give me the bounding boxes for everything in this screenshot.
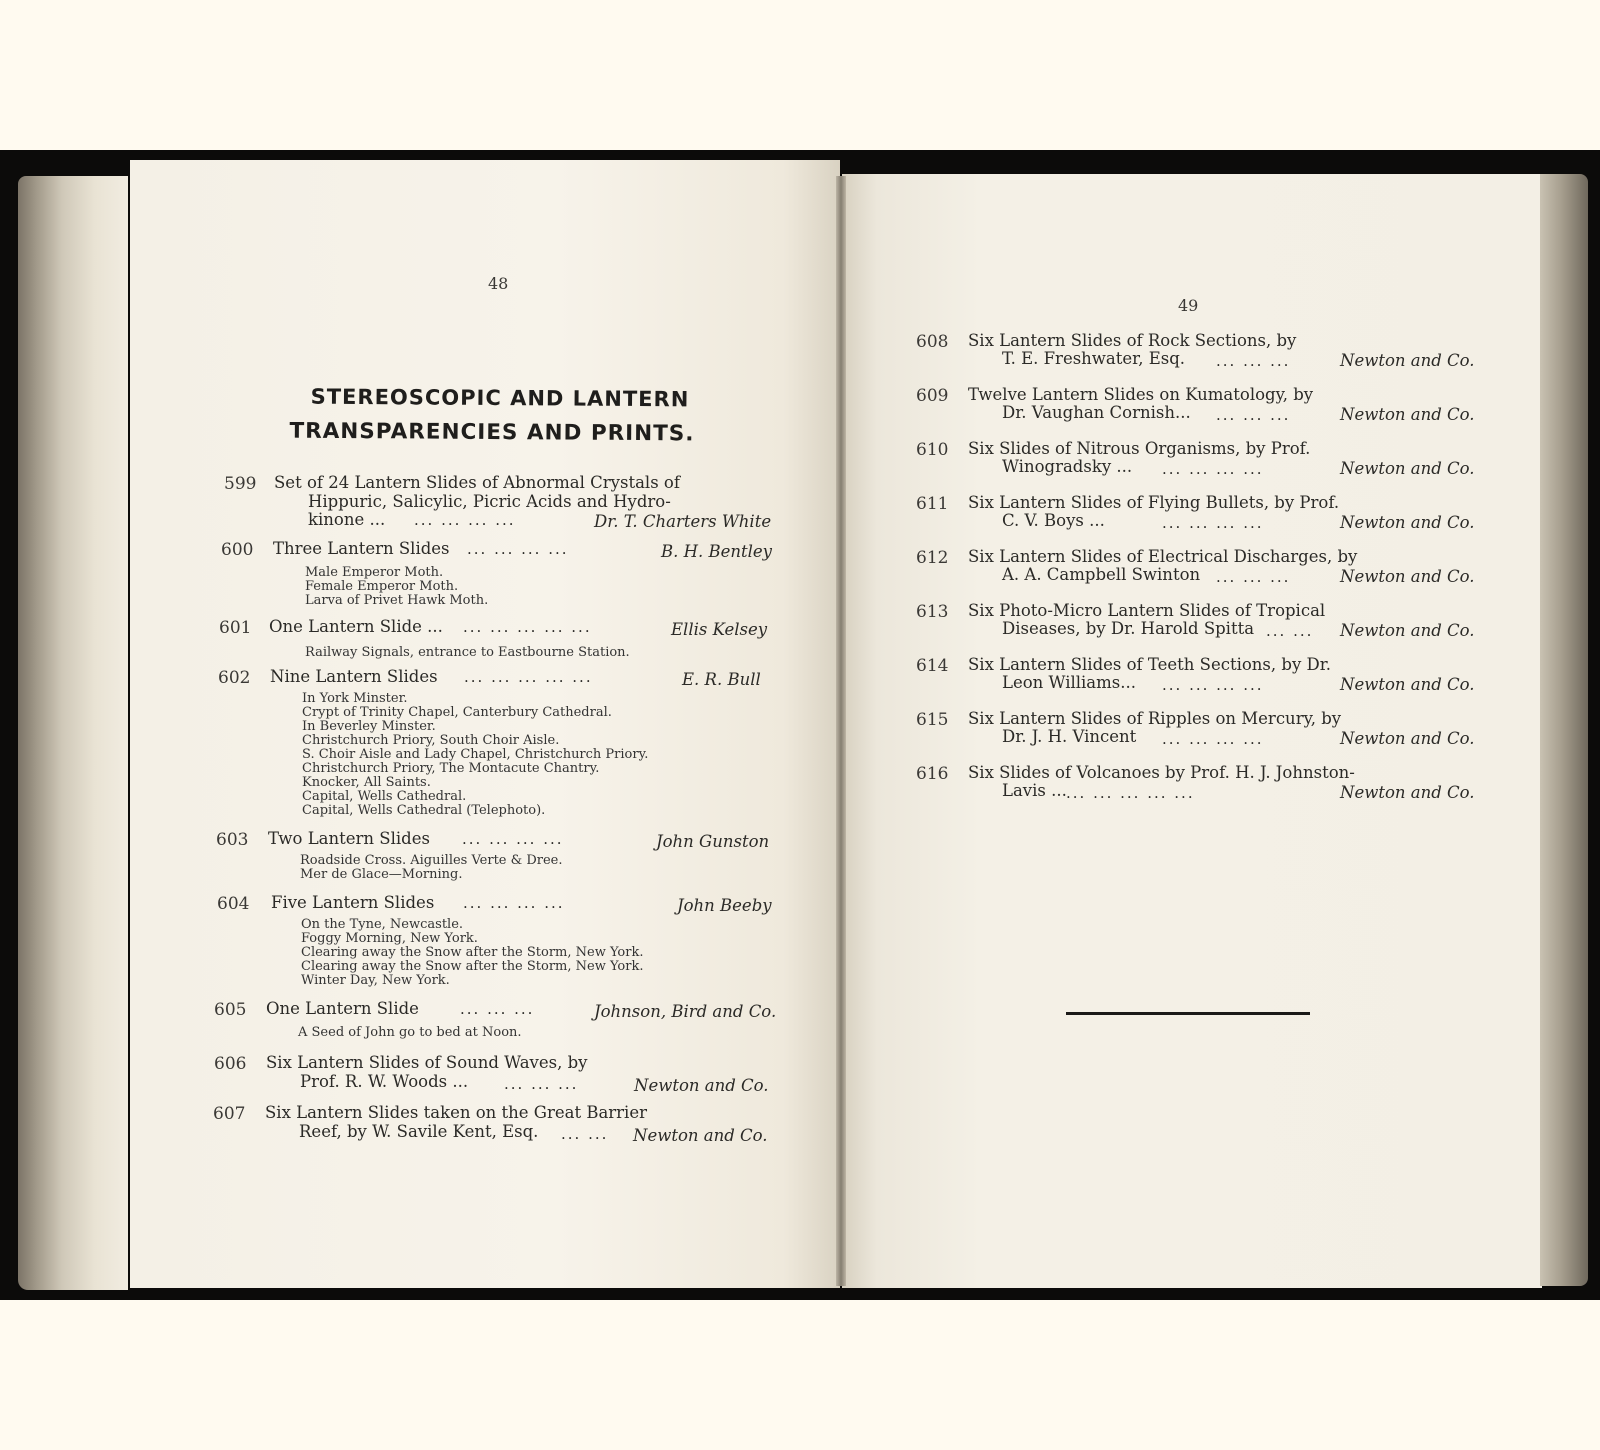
slide-item: Crypt of Trinity Chapel, Canterbury Cathedral.	[302, 705, 612, 720]
entry-title: Six Lantern Slides of Rock Sections, by	[968, 331, 1297, 350]
slide-item: S. Choir Aisle and Lady Chapel, Christchurch Priory.	[302, 747, 649, 762]
entry-title: Six Slides of Nitrous Organisms, by Prof.	[968, 439, 1311, 458]
exhibitor-name: Newton and Co.	[1340, 513, 1475, 532]
entry-title-continued: A. A. Campbell Swinton	[1002, 565, 1201, 584]
entry-number: 611	[916, 494, 949, 514]
leader-dots: ... ... ...	[1216, 352, 1291, 370]
entry-title: Three Lantern Slides	[273, 539, 450, 558]
left-page-number: 48	[488, 274, 509, 293]
slide-item: Capital, Wells Cathedral (Telephoto).	[302, 803, 546, 818]
entry-title: Six Photo-Micro Lantern Slides of Tropical	[968, 601, 1326, 620]
slide-item: Railway Signals, entrance to Eastbourne Station.	[305, 645, 630, 660]
slide-item: Mer de Glace—Morning.	[300, 867, 463, 882]
section-heading-line2: TRANSPARENCIES AND PRINTS.	[289, 418, 695, 447]
entry-title: One Lantern Slide	[266, 999, 419, 1018]
leader-dots: ... ... ...	[1216, 406, 1291, 424]
book-gutter	[836, 176, 846, 1286]
entry-number: 602	[218, 668, 251, 688]
leader-dots: ... ... ... ...	[467, 540, 569, 558]
entry-title-continued: kinone ...	[308, 510, 386, 529]
exhibitor-name: Newton and Co.	[1340, 675, 1475, 694]
exhibitor-name: Newton and Co.	[1340, 783, 1475, 802]
entry-number: 616	[916, 764, 949, 784]
exhibitor-name: Newton and Co.	[1340, 351, 1475, 370]
exhibitor-name: Newton and Co.	[634, 1076, 769, 1095]
entry-number: 603	[216, 830, 249, 850]
exhibitor-name: John Beeby	[677, 896, 772, 915]
entry-title: Six Lantern Slides of Teeth Sections, by Dr.	[968, 655, 1332, 674]
slide-item: In York Minster.	[302, 691, 408, 706]
entry-title: Six Lantern Slides taken on the Great Barrier	[265, 1103, 647, 1122]
entry-number: 601	[219, 618, 252, 638]
exhibitor-name: Johnson, Bird and Co.	[594, 1002, 777, 1021]
entry-number: 615	[916, 710, 949, 730]
leader-dots: ... ... ... ...	[462, 830, 564, 848]
exhibitor-name: B. H. Bentley	[661, 542, 773, 561]
leader-dots: ... ... ... ... ...	[463, 618, 592, 636]
leader-dots: ... ... ...	[504, 1075, 579, 1093]
exhibitor-name: Ellis Kelsey	[671, 620, 768, 639]
right-page-number: 49	[1178, 296, 1199, 315]
slide-item: Clearing away the Snow after the Storm, New York.	[301, 945, 644, 960]
entry-title-continued: Lavis ...	[1002, 781, 1067, 800]
exhibitor-name: John Gunston	[656, 832, 770, 851]
leader-dots: ... ... ... ...	[1162, 514, 1264, 532]
entry-number: 613	[916, 602, 949, 622]
entry-number: 610	[916, 440, 949, 460]
entry-number: 600	[221, 540, 254, 560]
entry-title: Six Lantern Slides of Flying Bullets, by Prof.	[968, 493, 1340, 512]
section-heading-line1: STEREOSCOPIC AND LANTERN	[310, 384, 690, 412]
entry-title-continued: T. E. Freshwater, Esq.	[1002, 349, 1186, 368]
page-stack-edge	[18, 176, 128, 1290]
exhibitor-name: E. R. Bull	[682, 670, 761, 689]
end-rule	[1066, 1012, 1310, 1015]
entry-title: Five Lantern Slides	[271, 893, 435, 912]
slide-item: Male Emperor Moth.	[305, 565, 444, 580]
slide-item: Clearing away the Snow after the Storm, New York.	[301, 959, 644, 974]
entry-title-continued: Winogradsky ...	[1002, 457, 1133, 476]
exhibitor-name: Newton and Co.	[1340, 567, 1475, 586]
entry-title: Nine Lantern Slides	[270, 667, 438, 686]
right-page-edge	[1540, 174, 1588, 1286]
slide-item: On the Tyne, Newcastle.	[301, 917, 464, 932]
entry-number: 612	[916, 548, 949, 568]
slide-item: Larva of Privet Hawk Moth.	[305, 593, 489, 608]
leader-dots: ... ... ... ... ...	[1066, 784, 1195, 802]
leader-dots: ... ... ...	[460, 1000, 535, 1018]
entry-title: One Lantern Slide ...	[269, 617, 443, 636]
entry-title-continued: Diseases, by Dr. Harold Spitta	[1002, 619, 1255, 638]
entry-number: 614	[916, 656, 949, 676]
slide-item: Capital, Wells Cathedral.	[302, 789, 467, 804]
slide-item: Christchurch Priory, The Montacute Chantry.	[302, 761, 600, 776]
slide-item: Winter Day, New York.	[301, 973, 450, 988]
leader-dots: ... ... ... ...	[463, 894, 565, 912]
entry-title: Twelve Lantern Slides on Kumatology, by	[968, 385, 1314, 404]
leader-dots: ... ... ...	[1216, 568, 1291, 586]
leader-dots: ... ... ... ...	[1162, 730, 1264, 748]
slide-item: In Beverley Minster.	[302, 719, 436, 734]
entry-title: Six Lantern Slides of Ripples on Mercury, by	[968, 709, 1342, 728]
entry-number: 606	[214, 1054, 247, 1074]
leader-dots: ... ... ... ...	[1162, 676, 1264, 694]
exhibitor-name: Newton and Co.	[1340, 459, 1475, 478]
leader-dots: ... ... ... ...	[414, 511, 516, 529]
slide-item: Female Emperor Moth.	[305, 579, 459, 594]
entry-title-continued: C. V. Boys ...	[1002, 511, 1105, 530]
entry-number: 607	[213, 1104, 246, 1124]
exhibitor-name: Newton and Co.	[633, 1126, 768, 1145]
entry-title-continued: Hippuric, Salicylic, Picric Acids and Hydro-	[308, 492, 671, 511]
leader-dots: ... ...	[1266, 622, 1314, 640]
entry-title-continued: Dr. J. H. Vincent	[1002, 727, 1137, 746]
entry-number: 609	[916, 386, 949, 406]
slide-item: A Seed of John go to bed at Noon.	[298, 1025, 522, 1040]
leader-dots: ... ... ... ...	[1162, 460, 1264, 478]
slide-item: Roadside Cross. Aiguilles Verte & Dree.	[300, 853, 563, 868]
entry-title: Six Lantern Slides of Sound Waves, by	[266, 1053, 588, 1072]
exhibitor-name: Dr. T. Charters White	[594, 512, 772, 531]
entry-title: Six Slides of Volcanoes by Prof. H. J. Johnston-	[968, 763, 1355, 782]
entry-title-continued: Dr. Vaughan Cornish...	[1002, 403, 1191, 422]
exhibitor-name: Newton and Co.	[1340, 621, 1475, 640]
entry-number: 599	[224, 474, 257, 494]
entry-number: 605	[214, 1000, 247, 1020]
entry-title: Two Lantern Slides	[268, 829, 430, 848]
entry-title: Set of 24 Lantern Slides of Abnormal Crystals of	[274, 473, 680, 492]
entry-title-continued: Leon Williams...	[1002, 673, 1136, 692]
entry-number: 608	[916, 332, 949, 352]
slide-item: Christchurch Priory, South Choir Aisle.	[302, 733, 560, 748]
exhibitor-name: Newton and Co.	[1340, 729, 1475, 748]
entry-title: Six Lantern Slides of Electrical Discharges, by	[968, 547, 1358, 566]
slide-item: Knocker, All Saints.	[302, 775, 431, 790]
leader-dots: ... ...	[561, 1125, 609, 1143]
leader-dots: ... ... ... ... ...	[464, 668, 593, 686]
slide-item: Foggy Morning, New York.	[301, 931, 478, 946]
entry-title-continued: Prof. R. W. Woods ...	[300, 1072, 469, 1091]
entry-title-continued: Reef, by W. Savile Kent, Esq.	[299, 1122, 539, 1141]
entry-number: 604	[217, 894, 250, 914]
exhibitor-name: Newton and Co.	[1340, 405, 1475, 424]
